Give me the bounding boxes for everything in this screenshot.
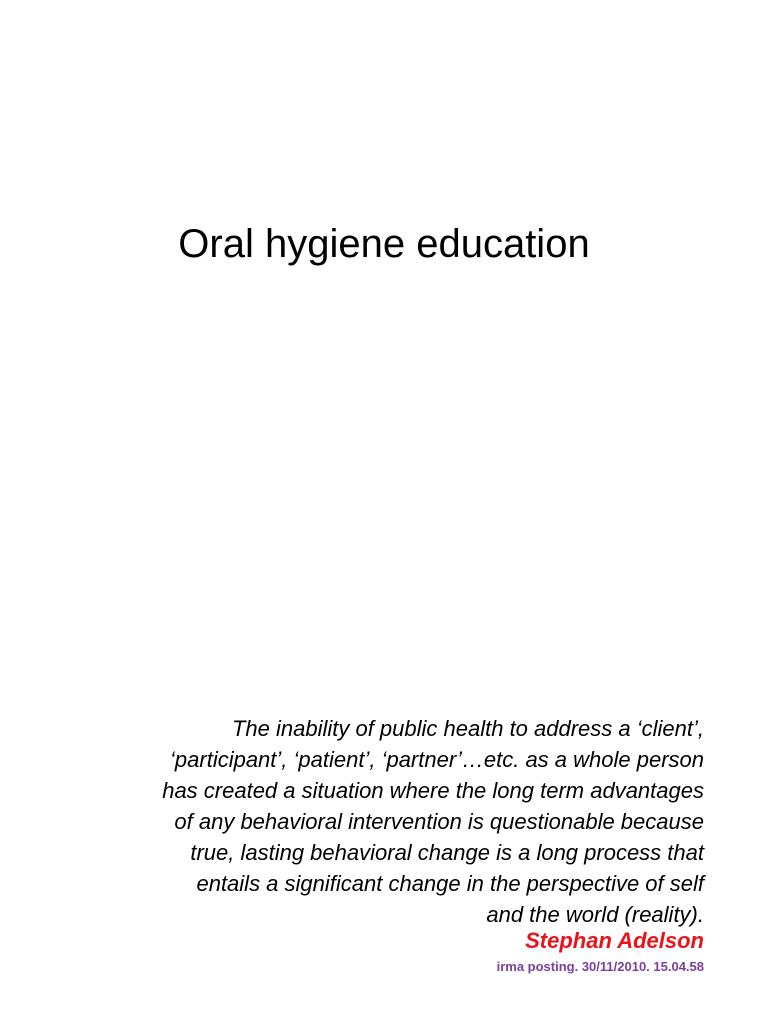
quote-line: entails a significant change in the perspective of self	[196, 871, 704, 896]
posting-info: irma posting. 30/11/2010. 15.04.58	[496, 959, 704, 974]
quote-line: The inability of public health to address a ‘client’,	[231, 716, 704, 741]
quote-line: has created a situation where the long term advantages	[162, 778, 704, 803]
quote-block	[44, 713, 704, 930]
slide-title: Oral hygiene education	[178, 222, 590, 266]
quote-line: true, lasting behavioral change is a long process that	[190, 840, 704, 865]
quote-author: Stephan Adelson	[525, 928, 704, 953]
quote-line: of any behavioral intervention is questionable because	[174, 809, 704, 834]
quote-line: ‘participant’, ‘patient’, ‘partner’…etc. as a whole person	[170, 747, 704, 772]
quote-line: and the world (reality).	[486, 902, 704, 927]
